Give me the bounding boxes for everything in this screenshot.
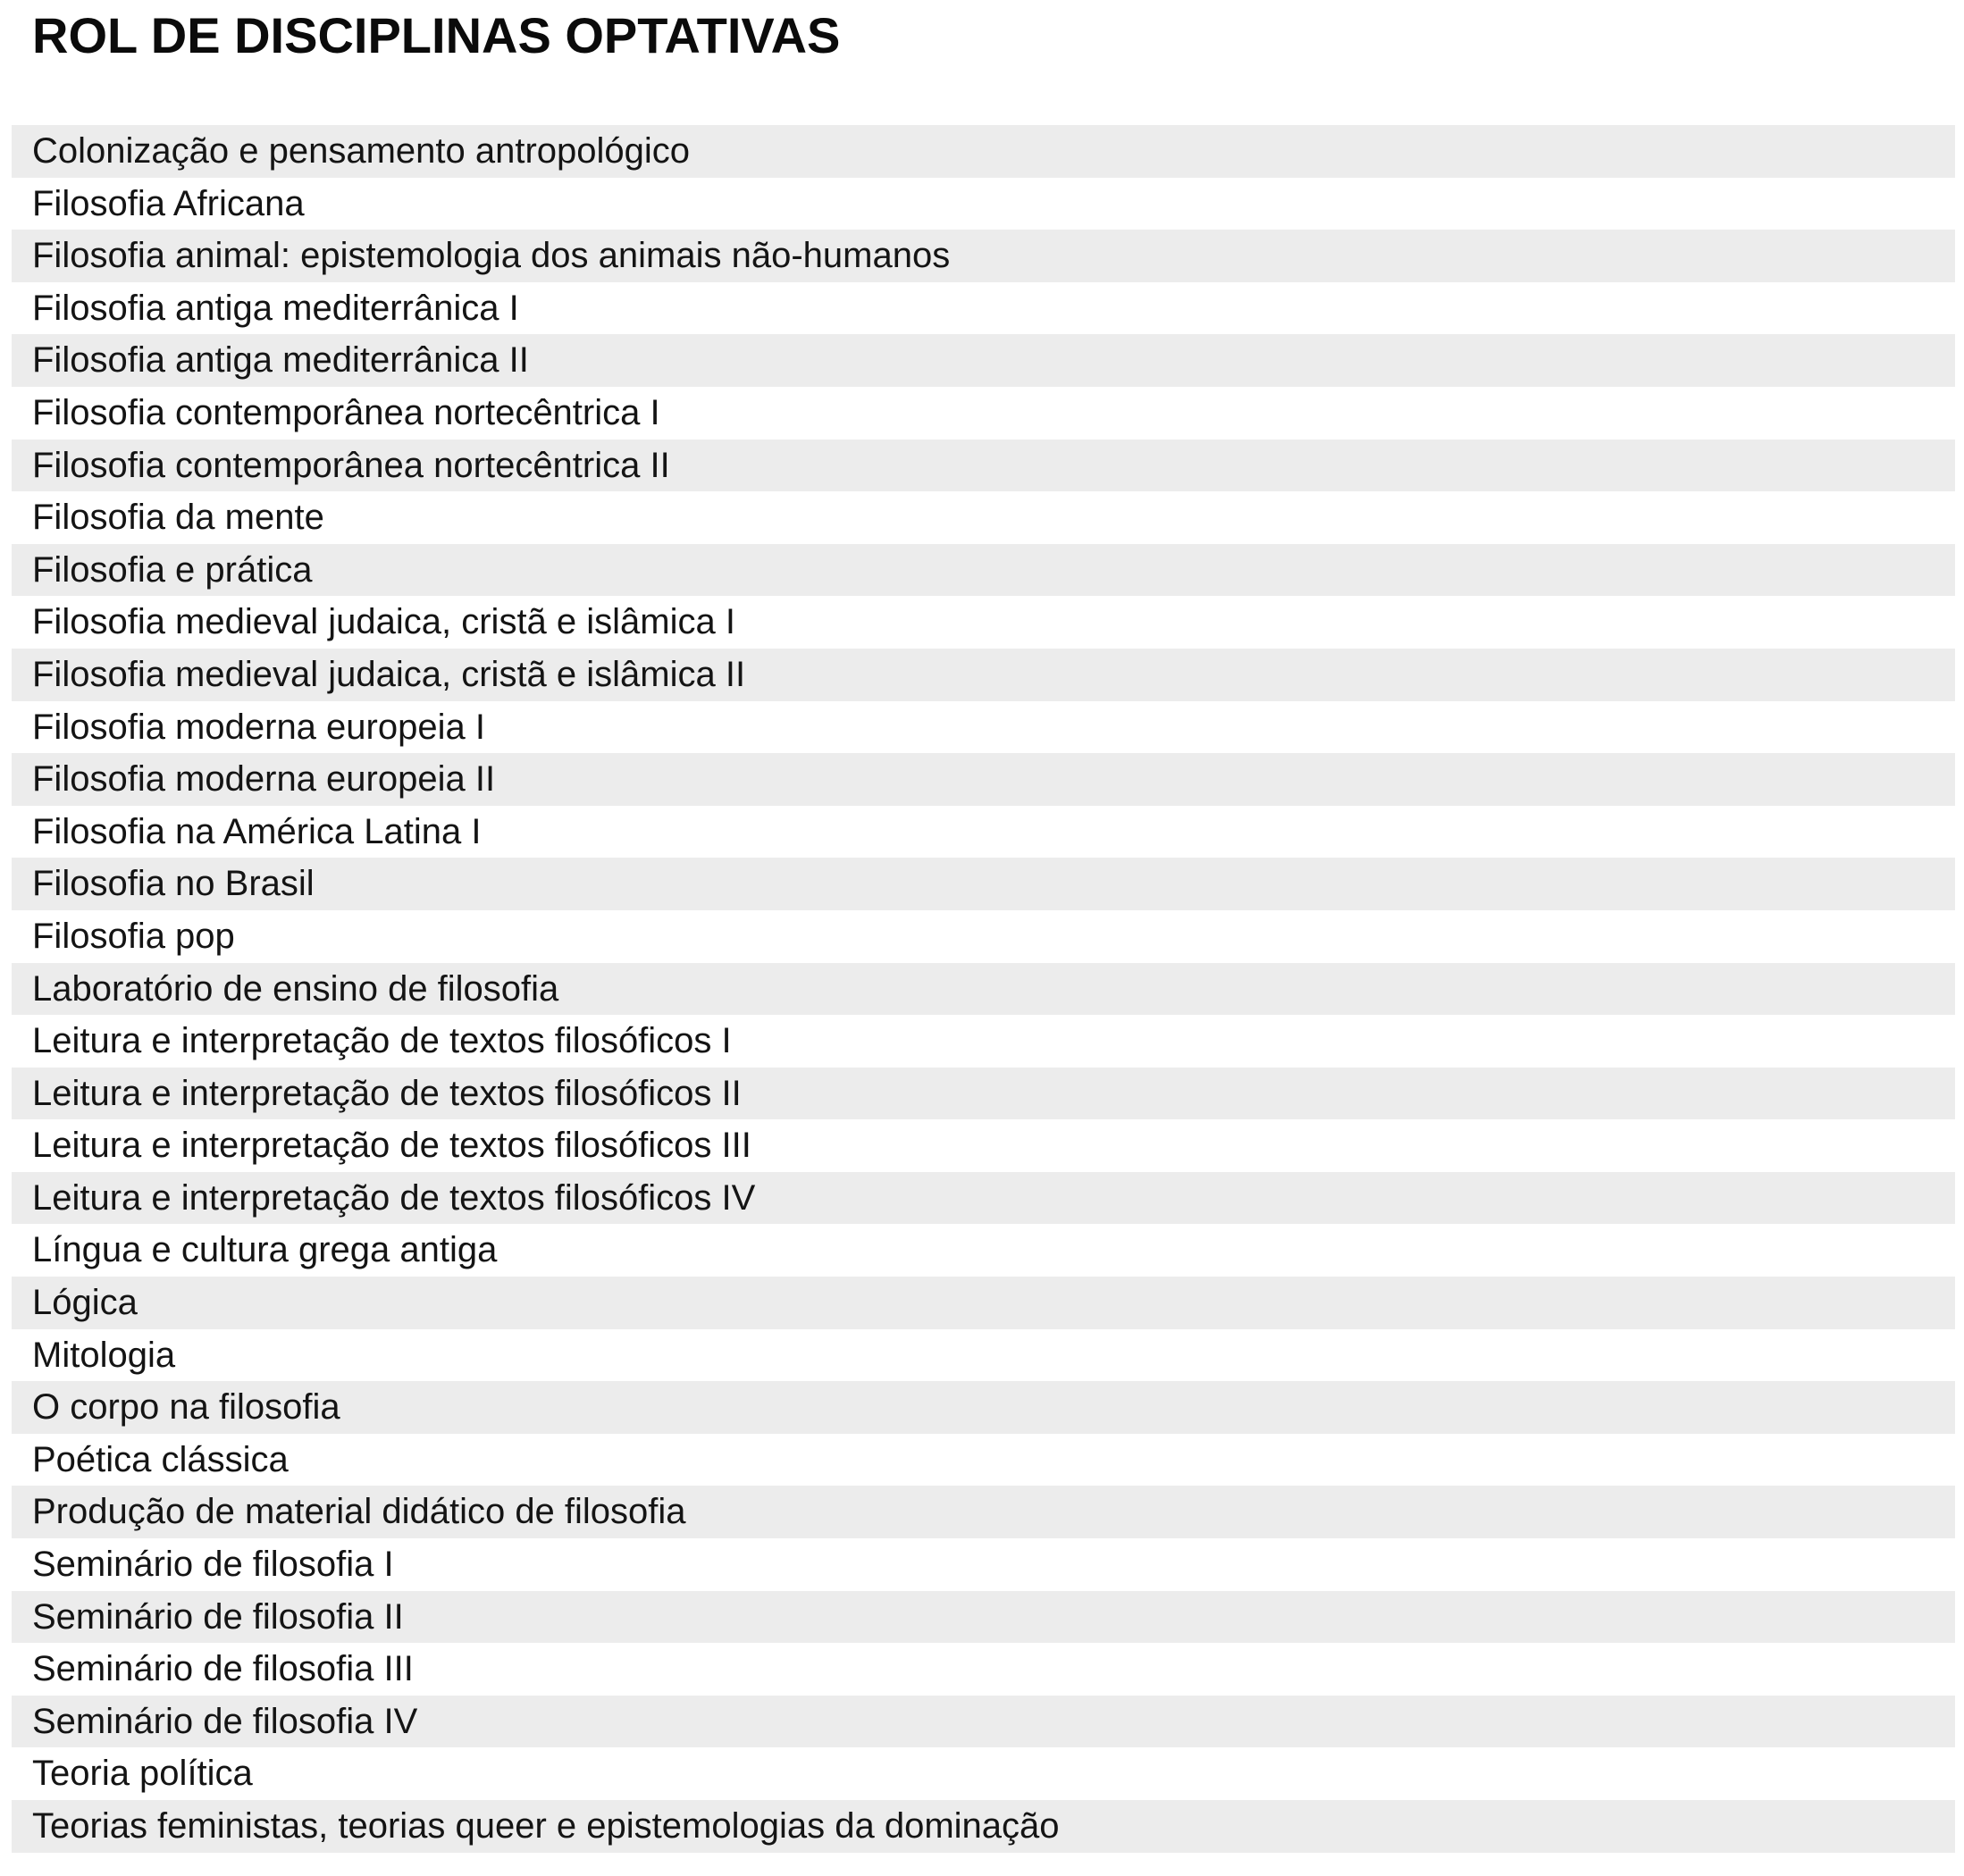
- course-list-item: Filosofia animal: epistemologia dos animais não-humanos: [12, 230, 1955, 282]
- course-list-item: Leitura e interpretação de textos filosóficos III: [32, 1126, 751, 1166]
- course-list-item: Lógica: [12, 1277, 1955, 1329]
- course-list-item: Filosofia moderna europeia I: [32, 707, 485, 747]
- course-list-item: O corpo na filosofia: [12, 1381, 1955, 1434]
- course-list-item: Filosofia medieval judaica, cristã e islâmica I: [32, 602, 735, 642]
- course-list-item: Língua e cultura grega antiga: [32, 1230, 498, 1270]
- course-list-item: Teoria política: [32, 1754, 253, 1794]
- course-list-item: Seminário de filosofia I: [32, 1545, 394, 1585]
- course-list-item: Mitologia: [32, 1335, 176, 1375]
- course-list-item: Teorias feministas, teorias queer e epistemologias da dominação: [12, 1800, 1955, 1853]
- course-list-item: Seminário de filosofia III: [32, 1649, 414, 1689]
- course-list-item: Filosofia pop: [32, 916, 235, 956]
- course-list-item: Filosofia da mente: [32, 498, 324, 538]
- course-list-item: Leitura e interpretação de textos filosóficos I: [32, 1021, 732, 1061]
- course-list-item: Seminário de filosofia IV: [12, 1696, 1955, 1748]
- course-list-item: Filosofia contemporânea nortecêntrica II: [12, 440, 1955, 492]
- course-list: [12, 125, 1955, 1853]
- course-list-item: Laboratório de ensino de filosofia: [12, 963, 1955, 1016]
- course-list-item: Filosofia antiga mediterrânica I: [32, 288, 519, 328]
- course-list-item: Filosofia medieval judaica, cristã e islâmica II: [12, 649, 1955, 701]
- course-list-item: Filosofia Africana: [32, 183, 305, 223]
- course-list-item: Filosofia no Brasil: [12, 858, 1955, 910]
- course-list-item: Colonização e pensamento antropológico: [12, 125, 1955, 178]
- course-list-item: Filosofia na América Latina I: [32, 811, 482, 851]
- course-list-item: Filosofia moderna europeia II: [12, 753, 1955, 806]
- course-list-item: Filosofia e prática: [12, 544, 1955, 597]
- course-list-item: Leitura e interpretação de textos filosóficos IV: [12, 1172, 1955, 1225]
- course-list-item: Seminário de filosofia II: [12, 1591, 1955, 1644]
- course-list-item: Filosofia antiga mediterrânica II: [12, 334, 1955, 387]
- course-list-item: Produção de material didático de filosofia: [12, 1486, 1955, 1538]
- course-list-item: Filosofia contemporânea nortecêntrica I: [32, 392, 660, 432]
- course-list-item: Leitura e interpretação de textos filosóficos II: [12, 1068, 1955, 1120]
- course-list-item: Poética clássica: [32, 1439, 289, 1479]
- page-title: ROL DE DISCIPLINAS OPTATIVAS: [32, 7, 841, 63]
